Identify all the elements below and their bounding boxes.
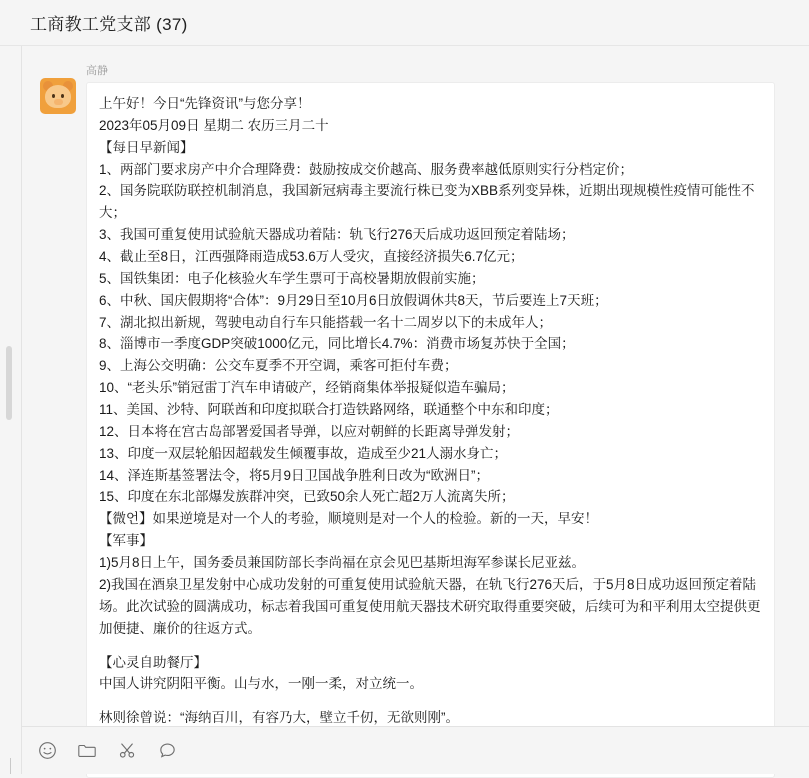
- message-line: 5、国铁集团：电子化核验火车学生票可于高校暑期放假前实施；: [99, 270, 485, 286]
- chat-toolbar: [22, 726, 809, 774]
- message-line: 6、中秋、国庆假期将“合体”：9月29日至10月6日放假调休共8天，节后要连上7天班；: [99, 292, 608, 308]
- message-line: 11、美国、沙特、阿联酋和印度拟联合打造铁路网络，联通整个中东和印度；: [99, 402, 559, 418]
- avatar-snout: [54, 99, 63, 105]
- message-line: 4、截止至8日，江西强降雨造成53.6万人受灾，直接经济损失6.7亿元；: [99, 249, 524, 265]
- message-line: 14、泽连斯基签署法令，将5月9日卫国战争胜利日改为“欧洲日”；: [99, 467, 490, 483]
- message-line: 2)我国在酒泉卫星发射中心成功发射的可重复使用试验航天器，在轨飞行276天后，于5月8日成功返回预定着陆场。此次试验的圆满成功，标志着我国可重复使用航天器技术研究取得重要突破，后续可为和平利用太空提供更加便捷、廉价的往返方式。: [99, 576, 761, 636]
- message-blank-line: [99, 695, 762, 707]
- message-line: 7、湖北拟出新规，驾驶电动自行车只能搭载一名十二周岁以下的未成年人；: [99, 314, 553, 330]
- message-line: 9、上海公交明确：公交车夏季不开空调，乘客可拒付车费；: [99, 358, 458, 374]
- avatar-eye-left: [52, 94, 55, 98]
- message-line: 3、我国可重复使用试验航天器成功着陆：轨飞行276天后成功返回预定着陆场；: [99, 227, 575, 243]
- window-corner-tick: [10, 758, 11, 774]
- message-line: 2023年05月09日 星期二 农历三月二十: [99, 117, 329, 133]
- message-line: 2、国务院联防联控机制消息，我国新冠病毒主要流行株已变为XBB系列变异株，近期出现规模性疫情可能性不大；: [99, 183, 755, 221]
- avatar-eye-right: [61, 94, 64, 98]
- message-sender: 高静: [86, 65, 108, 77]
- message-line: 林则徐曾说：“海纳百川，有容乃大，壁立千仞，无欲则刚”。: [99, 710, 459, 726]
- drag-handle[interactable]: [6, 346, 12, 420]
- message-line: 【微언】如果逆境是对一个人的考验，顺境则是对一个人的检验。新的一天，早安！: [99, 511, 599, 527]
- message-line: 上午好！今日“先锋资讯”与您分享！: [99, 96, 311, 111]
- piglet-avatar[interactable]: [40, 78, 76, 114]
- message-content: [86, 60, 775, 778]
- message-line: 中国人讲究阴阳平衡。山与水，一刚一柔，对立统一。: [99, 676, 423, 692]
- emoji-icon[interactable]: [36, 740, 58, 762]
- message-line: 【每日早新闻】: [99, 139, 194, 155]
- message-blank-line: [99, 639, 762, 651]
- left-edge-strip: [0, 46, 22, 774]
- scissors-icon[interactable]: [116, 740, 138, 762]
- message-line: 12、日本将在宫古岛部署爱国者导弹，以应对朝鲜的长距离导弹发射；: [99, 423, 520, 439]
- message-line: 13、印度一双层轮船因超载发生倾覆事故，造成至少21人溺水身亡；: [99, 445, 508, 461]
- message-line: 8、淄博市一季度GDP突破1000亿元，同比增长4.7%：消费市场复苏快于全国；: [99, 336, 575, 352]
- message-line: 【军事】: [99, 533, 153, 549]
- message-line: 10、“老头乐”销冠雷丁汽车申请破产，经销商集体举报疑似造车骗局；: [99, 380, 515, 396]
- message-line: 1)5月8日上午，国务委员兼国防部长李尚福在京会见巴基斯坦海军参谋长尼亚兹。: [99, 555, 586, 571]
- chat-body: [0, 46, 809, 774]
- message-list: [22, 46, 809, 726]
- page-title: 工商教工党支部 (37): [30, 15, 188, 34]
- window-titlebar: [0, 0, 809, 46]
- chat-history-icon[interactable]: [156, 740, 178, 762]
- folder-icon[interactable]: [76, 740, 98, 762]
- message-bubble[interactable]: [86, 82, 775, 778]
- message-line: 15、印度在东北部爆发族群冲突，已致50余人死亡超2万人流离失所；: [99, 489, 515, 505]
- message-item: [22, 60, 809, 778]
- message-line: 【心灵自助餐厅】: [99, 654, 207, 670]
- message-line: 1、两部门要求房产中介合理降费：鼓励按成交价越高、服务费率越低原则实行分档定价；: [99, 161, 634, 177]
